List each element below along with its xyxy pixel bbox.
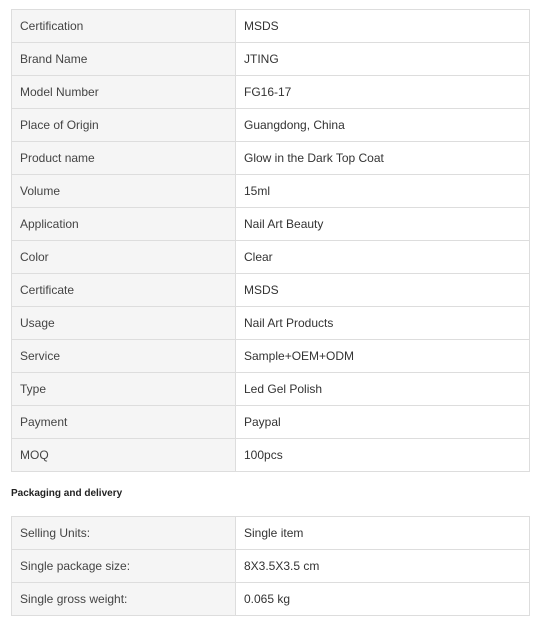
table-row bbox=[12, 208, 530, 241]
attribute-value: 100pcs bbox=[236, 439, 530, 472]
product-attributes-body bbox=[12, 10, 530, 472]
table-row bbox=[12, 274, 530, 307]
packaging-table bbox=[11, 516, 530, 616]
packaging-body bbox=[12, 517, 530, 616]
packaging-section-title: Packaging and delivery bbox=[11, 488, 123, 499]
table-row bbox=[12, 550, 530, 583]
attribute-key: Color bbox=[12, 241, 236, 274]
table-row bbox=[12, 373, 530, 406]
table-row bbox=[12, 406, 530, 439]
packaging-key: Single package size: bbox=[12, 550, 236, 583]
attribute-key: Certificate bbox=[12, 274, 236, 307]
table-row bbox=[12, 439, 530, 472]
attribute-value: FG16-17 bbox=[236, 76, 530, 109]
attribute-key: MOQ bbox=[12, 439, 236, 472]
packaging-key: Selling Units: bbox=[12, 517, 236, 550]
table-row bbox=[12, 583, 530, 616]
attribute-key: Model Number bbox=[12, 76, 236, 109]
table-row bbox=[12, 307, 530, 340]
attribute-key: Product name bbox=[12, 142, 236, 175]
table-row bbox=[12, 10, 530, 43]
attribute-value: 15ml bbox=[236, 175, 530, 208]
table-row bbox=[12, 517, 530, 550]
table-row bbox=[12, 340, 530, 373]
attribute-value: Paypal bbox=[236, 406, 530, 439]
packaging-value: 8X3.5X3.5 cm bbox=[236, 550, 530, 583]
attribute-value: Guangdong, China bbox=[236, 109, 530, 142]
attribute-value: Led Gel Polish bbox=[236, 373, 530, 406]
attribute-value: MSDS bbox=[236, 10, 530, 43]
attribute-value: Clear bbox=[236, 241, 530, 274]
attribute-value: Nail Art Products bbox=[236, 307, 530, 340]
packaging-value: 0.065 kg bbox=[236, 583, 530, 616]
attribute-key: Certification bbox=[12, 10, 236, 43]
attribute-key: Payment bbox=[12, 406, 236, 439]
attribute-value: Nail Art Beauty bbox=[236, 208, 530, 241]
table-row bbox=[12, 109, 530, 142]
table-row bbox=[12, 142, 530, 175]
attribute-key: Volume bbox=[12, 175, 236, 208]
table-row bbox=[12, 76, 530, 109]
attribute-value: JTING bbox=[236, 43, 530, 76]
attribute-key: Application bbox=[12, 208, 236, 241]
packaging-key: Single gross weight: bbox=[12, 583, 236, 616]
packaging-value: Single item bbox=[236, 517, 530, 550]
attribute-key: Usage bbox=[12, 307, 236, 340]
table-row bbox=[12, 241, 530, 274]
attribute-key: Place of Origin bbox=[12, 109, 236, 142]
attribute-key: Service bbox=[12, 340, 236, 373]
attribute-value: MSDS bbox=[236, 274, 530, 307]
attribute-value: Glow in the Dark Top Coat bbox=[236, 142, 530, 175]
product-attributes-table bbox=[11, 9, 530, 472]
table-row bbox=[12, 175, 530, 208]
attribute-key: Brand Name bbox=[12, 43, 236, 76]
attribute-value: Sample+OEM+ODM bbox=[236, 340, 530, 373]
attribute-key: Type bbox=[12, 373, 236, 406]
table-row bbox=[12, 43, 530, 76]
